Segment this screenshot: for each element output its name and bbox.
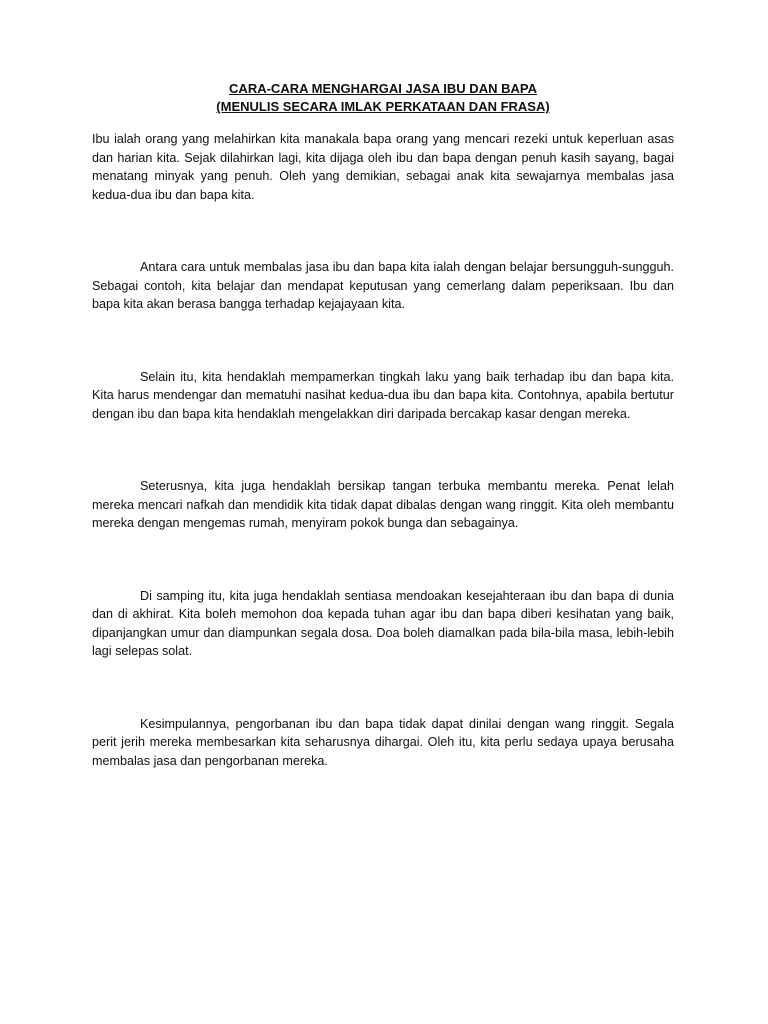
document-subtitle: (MENULIS SECARA IMLAK PERKATAAN DAN FRASA) — [216, 99, 550, 114]
paragraph-introduction: Ibu ialah orang yang melahirkan kita manakala bapa orang yang mencari rezeki untuk keperluan asas dan harian kita. Sejak dilahirkan lagi, kita dijaga oleh ibu dan bapa dengan penuh kasih sayang, bagai menatang minyak yang penuh. Oleh yang demikian, sebagai anak kita sewajarnya membalas jasa kedua-dua ibu dan bapa kita. — [92, 132, 674, 202]
paragraph-help-parents: Seterusnya, kita juga hendaklah bersikap tangan terbuka membantu mereka. Penat lelah mereka mencari nafkah dan mendidik kita tidak dapat dibalas dengan wang ringgit. Kita oleh membantu mereka dengan mengemas rumah, menyiram pokok bunga dan sebagainya. — [92, 479, 674, 530]
document-title: CARA-CARA MENGHARGAI JASA IBU DAN BAPA — [229, 81, 537, 96]
title-block — [92, 80, 674, 116]
document-page — [92, 80, 674, 770]
paragraph-study-hard: Antara cara untuk membalas jasa ibu dan bapa kita ialah dengan belajar bersungguh-sungguh. Sebagai contoh, kita belajar dan mendapat keputusan yang cemerlang dalam peperiksaan. Ibu dan bapa kita akan berasa bangga terhadap kejajayaan kita. — [92, 260, 674, 311]
paragraph-conclusion: Kesimpulannya, pengorbanan ibu dan bapa tidak dapat dinilai dengan wang ringgit. Segala perit jerih mereka membesarkan kita seharusnya dihargai. Oleh itu, kita perlu sedaya upaya berusaha membalas jasa dan pengorbanan mereka. — [92, 716, 674, 768]
paragraph-good-behaviour: Selain itu, kita hendaklah mempamerkan tingkah laku yang baik terhadap ibu dan bapa kita. Kita harus mendengar dan mematuhi nasihat kedua-dua ibu dan bapa kita. Contohnya, apabila bertutur dengan ibu dan bapa kita hendaklah mengelakkan diri daripada bercakap kasar dengan mereka. — [92, 369, 674, 421]
paragraph-pray-for-parents: Di samping itu, kita juga hendaklah sentiasa mendoakan kesejahteraan ibu dan bapa di dunia dan di akhirat. Kita boleh memohon doa kepada tuhan agar ibu dan bapa diberi kesihatan yang baik, dipanjangkan umur dan diampunkan segala dosa. Doa boleh diamalkan pada bila-bila masa, lebih-lebih lagi selepas solat. — [92, 588, 674, 658]
